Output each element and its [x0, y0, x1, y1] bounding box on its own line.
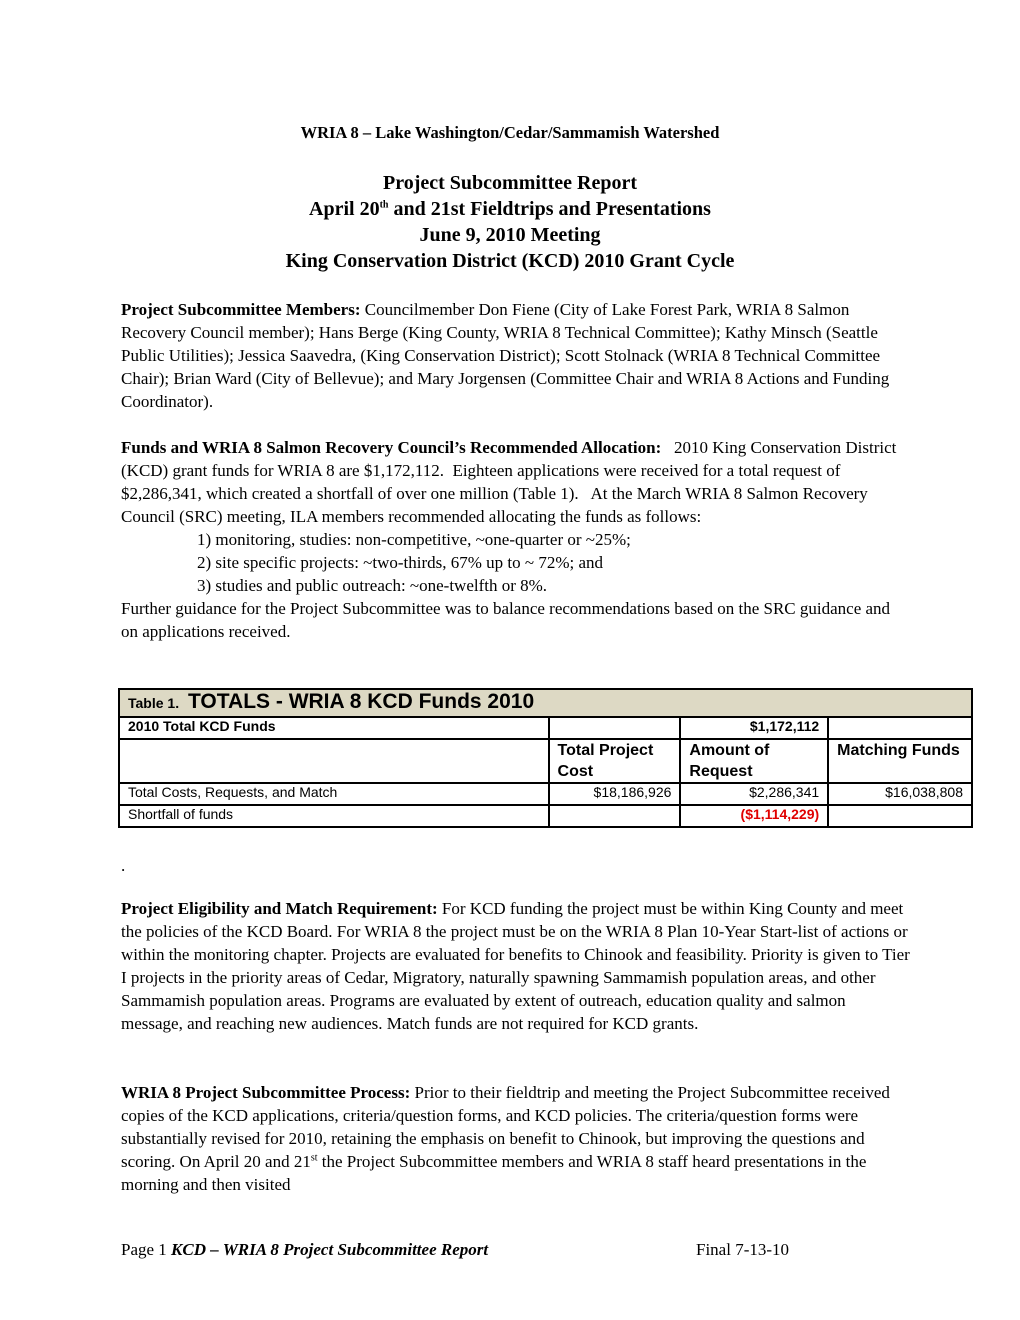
- footer-version: Final 7-13-10: [696, 1240, 790, 1259]
- list-item: 2) site specific projects: ~two-thirds, 67% up to ~ 72%; and: [197, 553, 604, 572]
- list-item: 1) monitoring, studies: non-competitive, ~one-quarter or ~25%;: [197, 530, 631, 549]
- funds-paragraph: [121, 436, 911, 643]
- table-row: [119, 783, 972, 805]
- col-header-matching: Matching Funds: [828, 739, 972, 783]
- members-label: Project Subcommittee Members:: [121, 300, 361, 319]
- footer-page-number: Page 1: [121, 1240, 172, 1259]
- members-text: Councilmember Don Fiene (City of Lake Forest Park, WRIA 8 Salmon Recovery Council member); Hans Berge (King County, WRIA 8 Technical Committee); Kathy Minsch (Seattle Public Utilities); Jessica Saavedra, (King Conservation District); Scott Stolnack (WRIA 8 Technical Committee Chair); Brian Ward (City of Bellevue); and Mary Jorgensen (Committee Chair and WRIA 8 Actions and Funding Coordinator).: [121, 300, 890, 411]
- process-paragraph: WRIA 8 Project Subcommittee Process: Prior to their fieldtrip and meeting the Project Subcommittee received copies of the KCD applications, criteria/question forms, and KCD policies. The criteria/question forms were substantially revised for 2010, retaining the emphasis on benefit to Chinook, but improving the questions and scoring. On April 20 and 21st the Project Subcommittee members and WRIA 8 staff heard presentations in the morning and then visited: [121, 1083, 890, 1194]
- costs-total: $18,186,926: [549, 783, 681, 805]
- report-meeting-date: June 9, 2010 Meeting: [419, 224, 601, 246]
- eligibility-text: For KCD funding the project must be within King County and meet the policies of the KCD Board. For WRIA 8 the project must be on the WRIA 8 Plan 10-Year Start-list of actions or within the monitoring chapter. Projects are evaluated for benefits to Chinook and feasibility. Priority is given to Tier I projects in the priority areas of Cedar, Migratory, naturally spawning Sammamish population areas, and other Sammamish population areas. Programs are evaluated by extent of outreach, education quality and salmon message, and reaching new audiences. Match funds are not required for KCD grants.: [121, 899, 910, 1033]
- table-caption-row: [119, 689, 972, 717]
- watershed-heading: WRIA 8 – Lake Washington/Cedar/Sammamish Watershed: [300, 123, 720, 142]
- costs-label: Total Costs, Requests, and Match: [119, 783, 549, 805]
- list-item: 3) studies and public outreach: ~one-twelfth or 8%.: [197, 576, 548, 595]
- report-grant-cycle: King Conservation District (KCD) 2010 Grant Cycle: [285, 250, 735, 272]
- report-subtitle-dates: April 20th and 21st Fieldtrips and Presentations: [309, 198, 711, 220]
- report-title: Project Subcommittee Report: [383, 172, 637, 194]
- table-header-row: [119, 739, 972, 783]
- footer-title: KCD – WRIA 8 Project Subcommittee Report: [171, 1240, 489, 1259]
- col-header-total-cost: Total Project Cost: [549, 739, 681, 783]
- funds-label: Funds and WRIA 8 Salmon Recovery Council’s Recommended Allocation:: [121, 438, 662, 457]
- allocation-list: [121, 528, 911, 597]
- table-row: [119, 717, 972, 739]
- shortfall-label: Shortfall of funds: [119, 805, 549, 827]
- eligibility-paragraph: [121, 897, 911, 1035]
- col-header-request: Amount of Request: [680, 739, 828, 783]
- page-footer: [121, 1240, 821, 1260]
- process-label: WRIA 8 Project Subcommittee Process:: [121, 1083, 411, 1102]
- report-title-block: [0, 170, 1020, 274]
- funds-closing: Further guidance for the Project Subcommittee was to balance recommendations based on the SRC guidance and on applications received.: [121, 599, 891, 641]
- totals-table: [118, 688, 973, 828]
- total-funds-value: $1,172,112: [680, 717, 828, 739]
- total-funds-label: 2010 Total KCD Funds: [119, 717, 549, 739]
- stray-period: .: [121, 856, 126, 875]
- table-caption: Table 1. TOTALS - WRIA 8 KCD Funds 2010: [119, 689, 972, 717]
- members-paragraph: [121, 298, 911, 413]
- eligibility-label: Project Eligibility and Match Requirement:: [121, 899, 438, 918]
- costs-request: $2,286,341: [680, 783, 828, 805]
- funds-text: 2010 King Conservation District (KCD) grant funds for WRIA 8 are $1,172,112. Eighteen applications were received for a total request of $2,286,341, which created a shortfall of over one million (Table 1). At the March WRIA 8 Salmon Recovery Council (SRC) meeting, ILA members recommended allocating the funds as follows:: [121, 438, 901, 526]
- shortfall-value: ($1,114,229): [680, 805, 828, 827]
- table-row: [119, 805, 972, 827]
- costs-match: $16,038,808: [828, 783, 972, 805]
